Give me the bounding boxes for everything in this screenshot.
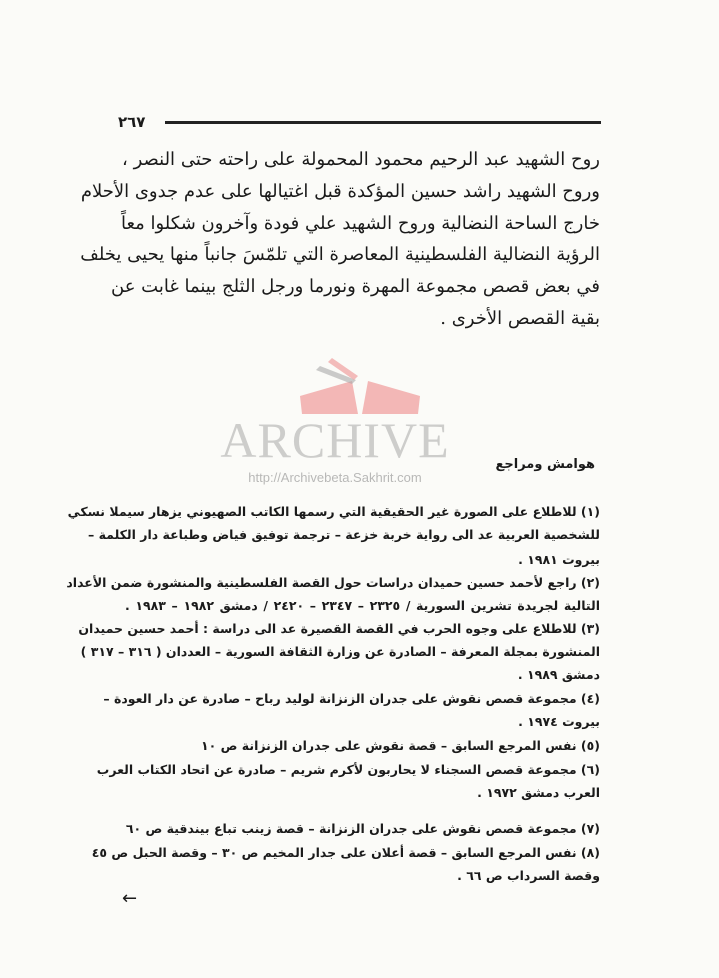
footnote-line: (٤) مجموعة قصص نقوش على جدران الزنزانة لوليد رباح – صادرة عن دار العودة – xyxy=(103,691,600,706)
notes-heading: هوامش ومراجع xyxy=(495,457,595,472)
body-line: وروح الشهيد راشد حسين المؤكدة قبل اغتيالها على عدم جدوى الأحلام xyxy=(80,181,600,202)
body-line: روح الشهيد عبد الرحيم محمود المحمولة على راحته حتى النصر ، xyxy=(122,149,600,170)
body-line: في بعض قصص مجموعة المهرة ونورما ورجل الثلج بينما غابت عن xyxy=(111,276,600,297)
watermark-text: ARCHIVE xyxy=(220,412,450,468)
footnote-line: المنشورة بمجلة المعرفة – الصادرة عن وزارة الثقافة السورية – العددان ( ٣١٦ – ٣١٧ ) xyxy=(80,644,600,659)
footnote-line: (٨) نفس المرجع السابق – قصة أعلان على جدار المخيم ص ٣٠ – وقصة الحبل ص ٤٥ xyxy=(91,845,600,860)
footnote-line: بيروت ١٩٨١ . xyxy=(518,552,600,567)
page-number: ٢٦٧ xyxy=(118,113,146,131)
footnote-line: (٦) مجموعة قصص السجناء لا يحاربون لأكرم شريم – صادرة عن اتحاد الكتاب العرب xyxy=(96,762,600,777)
footnote-line: (٣) للاطلاع على وجوه الحرب في القصة القصيرة عد الى دراسة : أحمد حسين حميدان xyxy=(78,621,600,636)
body-line: خارج الساحة النضالية وروح الشهيد علي فودة وآخرون شكلوا معاً xyxy=(120,213,600,234)
footnote-line: وقصة السرداب ص ٦٦ . xyxy=(457,868,600,883)
footnote-line: (٧) مجموعة قصص نقوش على جدران الزنزانة – قصة زينب تباع بيندقية ص ٦٠ xyxy=(125,821,600,836)
footnote-line: (٥) نفس المرجع السابق – قصة نقوش على جدران الزنزانة ص ١٠ xyxy=(201,738,600,753)
continue-arrow-icon: ← xyxy=(122,888,138,909)
body-line: بقية القصص الأخرى . xyxy=(440,308,600,329)
footnote-line: التالية لجريدة تشرين السورية / ٢٣٢٥ – ٢٣٤٧ – ٢٤٢٠ / دمشق ١٩٨٢ – ١٩٨٣ . xyxy=(125,598,600,613)
header-rule xyxy=(165,121,601,124)
footnote-line: (٢) راجع لأحمد حسين حميدان دراسات حول القصة الفلسطينية والمنشورة ضمن الأعداد xyxy=(66,575,600,590)
footnote-line: العرب دمشق ١٩٧٢ . xyxy=(477,785,600,800)
watermark-book-logo xyxy=(290,356,430,416)
footnote-line: للشخصية العربية عد الى رواية خربة خزعة – ترجمة توفيق فياض وطباعة دار الكلمة – xyxy=(88,527,600,542)
watermark-url: http://Archivebeta.Sakhrit.com xyxy=(248,470,422,485)
footnote-line: (١) للاطلاع على الصورة غير الحقيقية التي رسمها الكاتب الصهيوني يزهار سيملا نسكي xyxy=(67,504,600,519)
body-line: الرؤية النضالية الفلسطينية المعاصرة التي تلمّسَ جانباً منها يحيى يخلف xyxy=(80,244,600,265)
footnote-line: بيروت ١٩٧٤ . xyxy=(518,714,600,729)
footnote-line: دمشق ١٩٨٩ . xyxy=(517,667,600,682)
